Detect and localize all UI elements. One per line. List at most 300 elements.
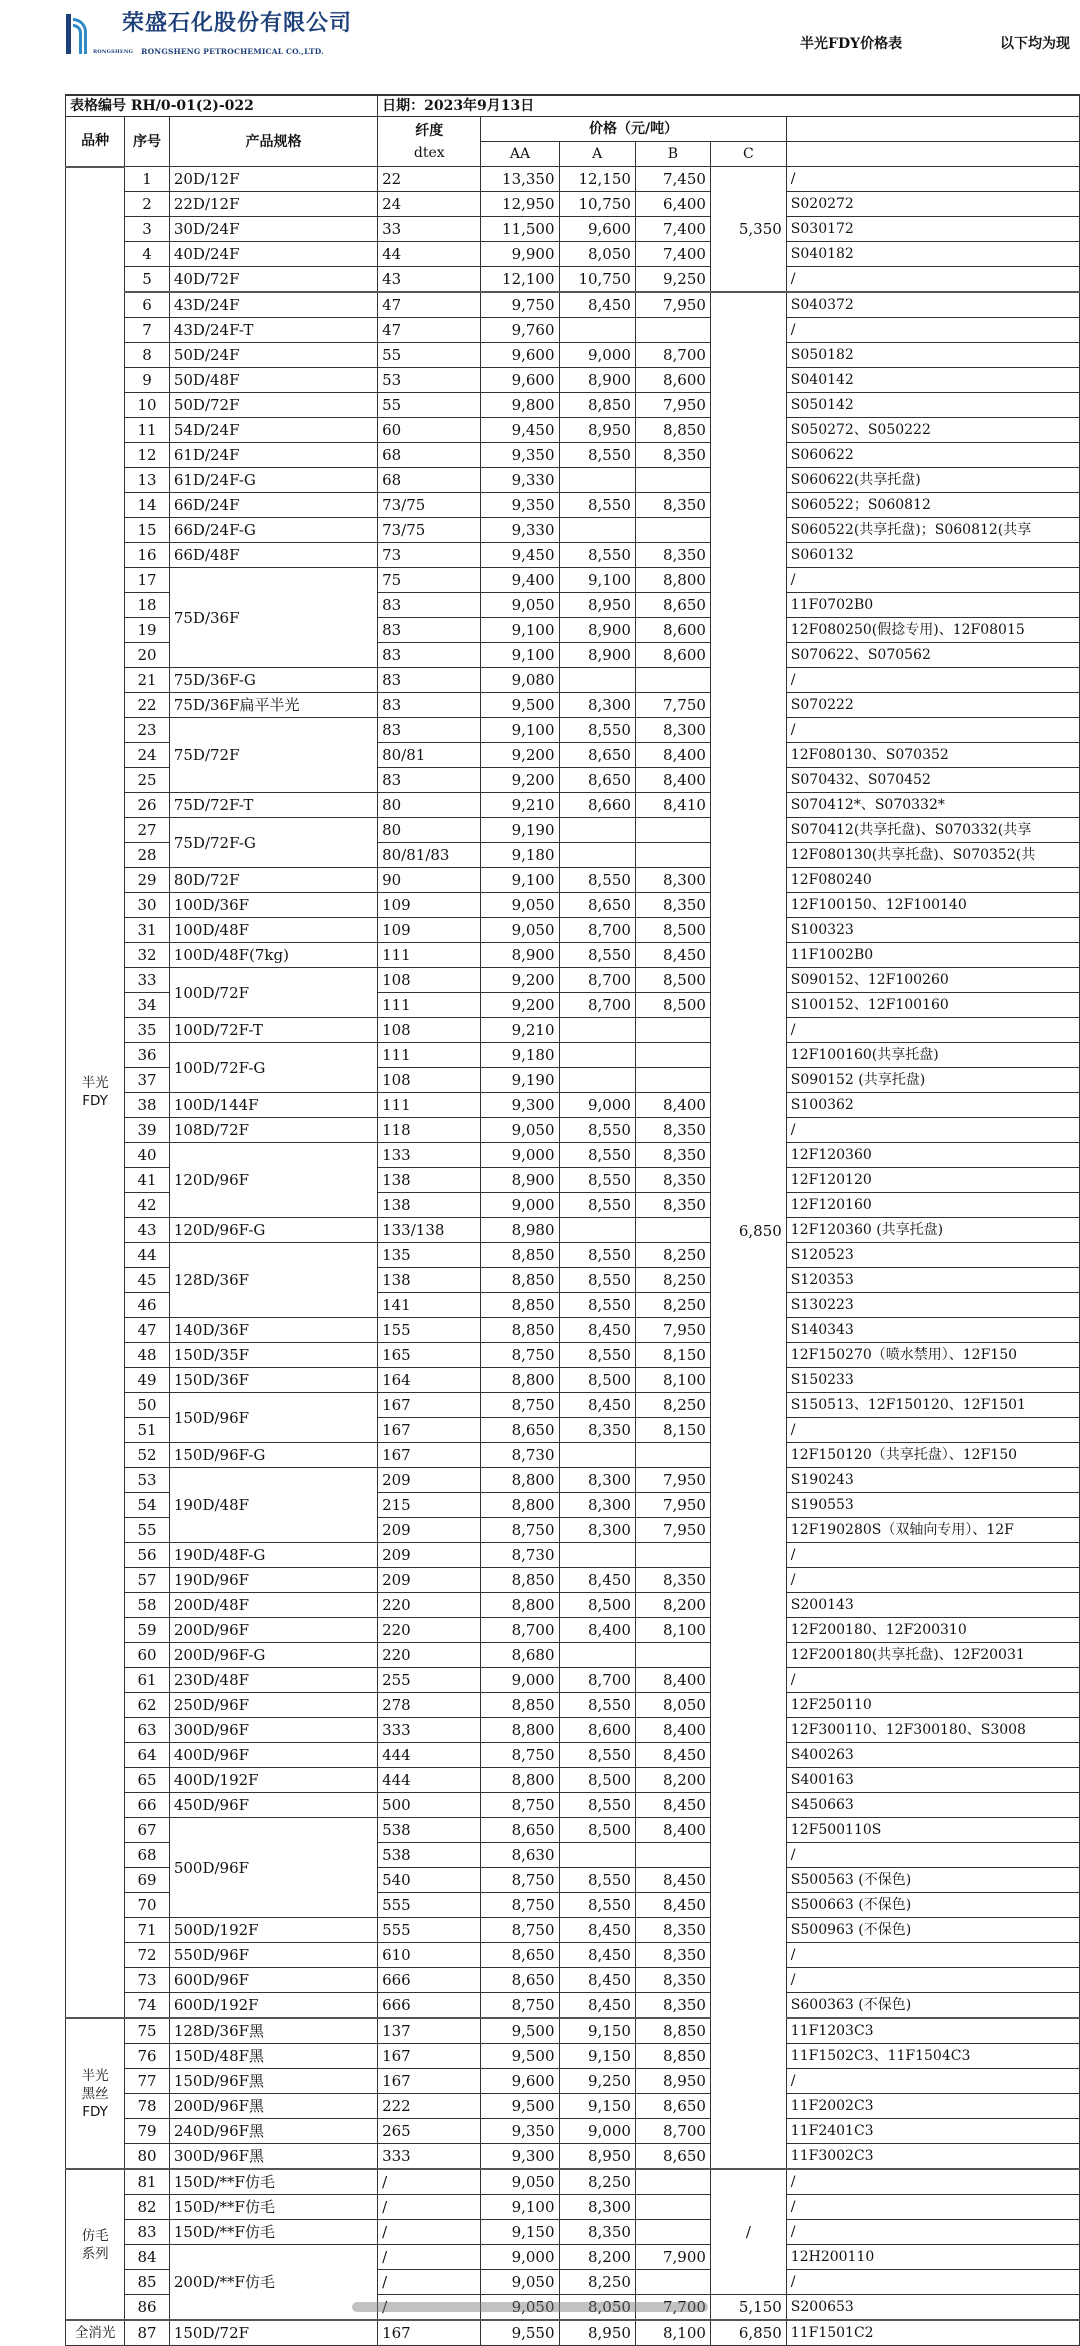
price-aa: 9,100 xyxy=(481,643,559,668)
product-spec: 150D/72F xyxy=(169,2320,377,2346)
dtex-value: 165 xyxy=(378,1343,481,1368)
product-spec: 100D/48F(7kg) xyxy=(169,943,377,968)
price-b: 8,350 xyxy=(635,1168,710,1193)
remark-cell: S100323 xyxy=(786,918,1079,943)
product-spec: 240D/96F黑 xyxy=(169,2119,377,2144)
price-a xyxy=(559,1543,635,1568)
price-a xyxy=(559,468,635,493)
price-a: 8,300 xyxy=(559,2195,635,2220)
remark-cell: / xyxy=(786,1018,1079,1043)
remark-cell: 11F3002C3 xyxy=(786,2144,1079,2170)
row-number: 23 xyxy=(125,718,170,743)
price-b: 8,350 xyxy=(635,1143,710,1168)
price-aa: 8,650 xyxy=(481,1968,559,1993)
price-a: 8,550 xyxy=(559,1193,635,1218)
dtex-value: 209 xyxy=(378,1568,481,1593)
row-number: 66 xyxy=(125,1793,170,1818)
row-number: 71 xyxy=(125,1918,170,1943)
price-b: 8,050 xyxy=(635,1693,710,1718)
dtex-value: 68 xyxy=(378,443,481,468)
remark-cell: S400263 xyxy=(786,1743,1079,1768)
price-aa: 9,000 xyxy=(481,1143,559,1168)
price-b: 7,900 xyxy=(635,2245,710,2270)
row-number: 47 xyxy=(125,1318,170,1343)
remark-cell: S040372 xyxy=(786,292,1079,318)
price-a: 9,100 xyxy=(559,568,635,593)
table-row xyxy=(66,1818,1080,1843)
price-b: 8,450 xyxy=(635,1868,710,1893)
product-spec: 150D/96F-G xyxy=(169,1443,377,1468)
price-aa: 9,050 xyxy=(481,2295,559,2321)
price-b xyxy=(635,1443,710,1468)
row-number: 78 xyxy=(125,2094,170,2119)
col-header-no: 序号 xyxy=(125,117,170,167)
dtex-value: 111 xyxy=(378,1043,481,1068)
price-aa: 9,500 xyxy=(481,693,559,718)
dtex-value: 133/138 xyxy=(378,1218,481,1243)
product-spec: 43D/24F-T xyxy=(169,318,377,343)
row-number: 1 xyxy=(125,167,170,192)
row-number: 38 xyxy=(125,1093,170,1118)
price-a: 8,500 xyxy=(559,1768,635,1793)
price-aa: 9,050 xyxy=(481,2270,559,2295)
price-aa: 8,900 xyxy=(481,943,559,968)
category-cell: 全消光 xyxy=(66,2320,125,2346)
price-aa: 9,050 xyxy=(481,2169,559,2195)
product-spec: 200D/96F-G xyxy=(169,1643,377,1668)
price-a: 8,900 xyxy=(559,368,635,393)
dtex-value: 209 xyxy=(378,1518,481,1543)
price-a: 8,550 xyxy=(559,1868,635,1893)
remark-cell: 12F120360 xyxy=(786,1143,1079,1168)
row-number: 19 xyxy=(125,618,170,643)
product-spec: 30D/24F xyxy=(169,217,377,242)
document-header xyxy=(0,0,1080,94)
product-spec: 66D/48F xyxy=(169,543,377,568)
price-a: 8,550 xyxy=(559,943,635,968)
remark-cell: 12F120360 (共享托盘) xyxy=(786,1218,1079,1243)
price-a: 8,950 xyxy=(559,2144,635,2170)
price-table xyxy=(65,94,1080,2346)
price-aa: 9,600 xyxy=(481,368,559,393)
dtex-value: 555 xyxy=(378,1918,481,1943)
dtex-value: 75 xyxy=(378,568,481,593)
price-a: 8,500 xyxy=(559,1368,635,1393)
price-aa: 9,330 xyxy=(481,468,559,493)
price-a: 10,750 xyxy=(559,267,635,293)
price-b: 8,450 xyxy=(635,1893,710,1918)
product-spec: 75D/36F扁平半光 xyxy=(169,693,377,718)
price-a: 8,300 xyxy=(559,1468,635,1493)
row-number: 59 xyxy=(125,1618,170,1643)
price-a: 8,450 xyxy=(559,1993,635,2019)
remark-cell: S200653 xyxy=(786,2295,1079,2321)
remark-cell: 11F1501C2 xyxy=(786,2320,1079,2346)
price-b: 8,100 xyxy=(635,2320,710,2346)
remark-cell: S070622、S070562 xyxy=(786,643,1079,668)
remark-cell: S090152、12F100260 xyxy=(786,968,1079,993)
price-aa: 8,800 xyxy=(481,1593,559,1618)
price-b: 7,950 xyxy=(635,1318,710,1343)
product-spec: 150D/96F黑 xyxy=(169,2069,377,2094)
dtex-value: 209 xyxy=(378,1468,481,1493)
dtex-value: / xyxy=(378,2195,481,2220)
table-row xyxy=(66,1143,1080,1168)
table-row xyxy=(66,1243,1080,1268)
row-number: 14 xyxy=(125,493,170,518)
dtex-value: 135 xyxy=(378,1243,481,1268)
product-spec: 150D/**F仿毛 xyxy=(169,2195,377,2220)
price-a: 8,050 xyxy=(559,242,635,267)
price-b: 8,800 xyxy=(635,568,710,593)
dtex-value: 666 xyxy=(378,1968,481,1993)
price-b: 8,500 xyxy=(635,993,710,1018)
price-a: 8,950 xyxy=(559,418,635,443)
price-aa: 9,400 xyxy=(481,568,559,593)
product-spec: 500D/192F xyxy=(169,1918,377,1943)
row-number: 21 xyxy=(125,668,170,693)
price-b: 9,250 xyxy=(635,267,710,293)
price-aa: 9,210 xyxy=(481,793,559,818)
dtex-value: 138 xyxy=(378,1268,481,1293)
remark-cell: S030172 xyxy=(786,217,1079,242)
product-spec: 100D/144F xyxy=(169,1093,377,1118)
col-header-a: A xyxy=(559,142,635,167)
price-aa: 8,850 xyxy=(481,1268,559,1293)
dtex-value: 43 xyxy=(378,267,481,293)
remark-cell: S500963 (不保色) xyxy=(786,1918,1079,1943)
row-number: 20 xyxy=(125,643,170,668)
table-row xyxy=(66,267,1080,293)
product-spec: 128D/36F黑 xyxy=(169,2018,377,2044)
price-aa: 9,200 xyxy=(481,743,559,768)
remark-cell: / xyxy=(786,1943,1079,1968)
table-row xyxy=(66,1693,1080,1718)
dtex-value: 111 xyxy=(378,943,481,968)
row-number: 46 xyxy=(125,1293,170,1318)
table-row xyxy=(66,1468,1080,1493)
remark-cell: S100152、12F100160 xyxy=(786,993,1079,1018)
row-number: 33 xyxy=(125,968,170,993)
dtex-value: 80/81 xyxy=(378,743,481,768)
remark-cell: 11F1502C3、11F1504C3 xyxy=(786,2044,1079,2069)
dtex-value: 83 xyxy=(378,643,481,668)
price-a: 8,550 xyxy=(559,718,635,743)
price-b: 8,300 xyxy=(635,718,710,743)
price-b: 8,350 xyxy=(635,1993,710,2019)
row-number: 68 xyxy=(125,1843,170,1868)
row-number: 87 xyxy=(125,2320,170,2346)
dtex-value: 220 xyxy=(378,1618,481,1643)
price-b xyxy=(635,1018,710,1043)
price-b: 8,350 xyxy=(635,443,710,468)
remark-cell: S130223 xyxy=(786,1293,1079,1318)
table-meta-row xyxy=(66,95,1080,117)
price-b: 8,400 xyxy=(635,1718,710,1743)
document-title: 半光FDY价格表 xyxy=(800,36,903,52)
price-aa: 8,800 xyxy=(481,1493,559,1518)
remark-cell: 11F1203C3 xyxy=(786,2018,1079,2044)
price-b: 7,450 xyxy=(635,167,710,192)
price-b: 8,410 xyxy=(635,793,710,818)
price-aa: 8,850 xyxy=(481,1693,559,1718)
price-b: 8,400 xyxy=(635,1668,710,1693)
table-row xyxy=(66,1443,1080,1468)
col-header-c: C xyxy=(710,142,786,167)
table-row xyxy=(66,1993,1080,2019)
remark-cell: S450663 xyxy=(786,1793,1079,1818)
product-spec: 40D/72F xyxy=(169,267,377,293)
price-a: 8,250 xyxy=(559,2169,635,2195)
price-a: 8,550 xyxy=(559,543,635,568)
remark-cell: S060522；S060812 xyxy=(786,493,1079,518)
price-a xyxy=(559,318,635,343)
price-a: 8,450 xyxy=(559,1318,635,1343)
price-aa: 9,050 xyxy=(481,918,559,943)
product-spec: 120D/96F-G xyxy=(169,1218,377,1243)
product-spec: 190D/96F xyxy=(169,1568,377,1593)
table-row xyxy=(66,343,1080,368)
product-spec: 150D/36F xyxy=(169,1368,377,1393)
price-a: 8,650 xyxy=(559,768,635,793)
price-aa: 9,100 xyxy=(481,2195,559,2220)
table-row xyxy=(66,1568,1080,1593)
price-aa: 8,750 xyxy=(481,1393,559,1418)
table-row xyxy=(66,167,1080,192)
product-spec: 108D/72F xyxy=(169,1118,377,1143)
dtex-value: 60 xyxy=(378,418,481,443)
product-spec: 400D/192F xyxy=(169,1768,377,1793)
row-number: 81 xyxy=(125,2169,170,2195)
price-aa: 9,080 xyxy=(481,668,559,693)
remark-cell: / xyxy=(786,718,1079,743)
col-header-aa: AA xyxy=(481,142,559,167)
product-spec: 140D/36F xyxy=(169,1318,377,1343)
table-row xyxy=(66,2169,1080,2195)
row-number: 25 xyxy=(125,768,170,793)
remark-cell: 12F100160(共享托盘) xyxy=(786,1043,1079,1068)
price-b xyxy=(635,1843,710,1868)
price-a: 8,450 xyxy=(559,292,635,318)
row-number: 69 xyxy=(125,1868,170,1893)
remark-cell: / xyxy=(786,1568,1079,1593)
price-aa: 8,850 xyxy=(481,1318,559,1343)
remark-cell: S040142 xyxy=(786,368,1079,393)
price-c: / xyxy=(710,2169,786,2295)
dtex-value: 109 xyxy=(378,893,481,918)
product-spec: 600D/96F xyxy=(169,1968,377,1993)
remark-cell: S050272、S050222 xyxy=(786,418,1079,443)
price-b: 7,950 xyxy=(635,1518,710,1543)
row-number: 48 xyxy=(125,1343,170,1368)
product-spec: 66D/24F-G xyxy=(169,518,377,543)
product-spec: 20D/12F xyxy=(169,167,377,192)
horizontal-scrollbar[interactable] xyxy=(352,2302,708,2312)
dtex-value: 55 xyxy=(378,393,481,418)
product-spec: 75D/72F-T xyxy=(169,793,377,818)
price-a: 8,550 xyxy=(559,493,635,518)
remark-cell: S070412*、S070332* xyxy=(786,793,1079,818)
price-a: 8,550 xyxy=(559,1893,635,1918)
product-spec: 150D/**F仿毛 xyxy=(169,2169,377,2195)
price-b: 8,350 xyxy=(635,1943,710,1968)
table-row xyxy=(66,1618,1080,1643)
product-spec: 43D/24F xyxy=(169,292,377,318)
dtex-value: 215 xyxy=(378,1493,481,1518)
price-aa: 9,050 xyxy=(481,893,559,918)
remark-cell: / xyxy=(786,1843,1079,1868)
remark-cell: 12F200180、12F200310 xyxy=(786,1618,1079,1643)
price-b: 8,650 xyxy=(635,2144,710,2170)
table-row xyxy=(66,292,1080,318)
table-row xyxy=(66,568,1080,593)
row-number: 55 xyxy=(125,1518,170,1543)
remark-cell: 12H200110 xyxy=(786,2245,1079,2270)
row-number: 4 xyxy=(125,242,170,267)
price-a: 8,550 xyxy=(559,1243,635,1268)
price-a: 8,300 xyxy=(559,1493,635,1518)
remark-cell: S140343 xyxy=(786,1318,1079,1343)
product-spec: 300D/96F xyxy=(169,1718,377,1743)
price-b: 8,600 xyxy=(635,643,710,668)
product-spec: 200D/**F仿毛 xyxy=(169,2245,377,2321)
dtex-line2: dtex xyxy=(413,144,445,161)
remark-cell: 11F0702B0 xyxy=(786,593,1079,618)
price-aa: 9,190 xyxy=(481,818,559,843)
remark-cell: 12F200180(共享托盘)、12F20031 xyxy=(786,1643,1079,1668)
remark-cell: S070222 xyxy=(786,693,1079,718)
row-number: 79 xyxy=(125,2119,170,2144)
table-row xyxy=(66,918,1080,943)
rongsheng-logo-icon xyxy=(66,14,88,54)
price-aa: 9,100 xyxy=(481,618,559,643)
row-number: 30 xyxy=(125,893,170,918)
price-a: 8,550 xyxy=(559,1693,635,1718)
dtex-value: 209 xyxy=(378,1543,481,1568)
dtex-value: 167 xyxy=(378,1418,481,1443)
price-aa: 9,180 xyxy=(481,843,559,868)
table-row xyxy=(66,2320,1080,2346)
col-header-remarks xyxy=(786,117,1079,142)
dtex-value: 333 xyxy=(378,1718,481,1743)
row-number: 2 xyxy=(125,192,170,217)
row-number: 85 xyxy=(125,2270,170,2295)
product-spec: 200D/48F xyxy=(169,1593,377,1618)
price-b xyxy=(635,2195,710,2220)
price-aa: 9,800 xyxy=(481,393,559,418)
remark-cell: S060132 xyxy=(786,543,1079,568)
price-b: 7,950 xyxy=(635,393,710,418)
price-b: 8,350 xyxy=(635,1968,710,1993)
price-table-body xyxy=(66,167,1080,2346)
price-a: 9,250 xyxy=(559,2069,635,2094)
dtex-value: 220 xyxy=(378,1643,481,1668)
price-a xyxy=(559,1843,635,1868)
dtex-value: 138 xyxy=(378,1168,481,1193)
remark-cell: 11F2401C3 xyxy=(786,2119,1079,2144)
dtex-value: 83 xyxy=(378,693,481,718)
price-a: 8,450 xyxy=(559,1943,635,1968)
category-cell: 半光 FDY xyxy=(66,167,125,2019)
remark-cell: S500563 (不保色) xyxy=(786,1868,1079,1893)
price-b: 7,700 xyxy=(635,2295,710,2321)
remark-cell: / xyxy=(786,2195,1079,2220)
dtex-value: 444 xyxy=(378,1743,481,1768)
remark-cell: / xyxy=(786,568,1079,593)
remark-cell: S040182 xyxy=(786,242,1079,267)
dtex-value: 83 xyxy=(378,618,481,643)
row-number: 31 xyxy=(125,918,170,943)
remark-cell: / xyxy=(786,2220,1079,2245)
row-number: 28 xyxy=(125,843,170,868)
dtex-line1: 纤度 xyxy=(415,122,444,139)
row-number: 60 xyxy=(125,1643,170,1668)
product-spec: 100D/72F-G xyxy=(169,1043,377,1093)
product-spec: 150D/96F xyxy=(169,1393,377,1443)
row-number: 61 xyxy=(125,1668,170,1693)
price-b: 8,100 xyxy=(635,1368,710,1393)
price-a: 9,000 xyxy=(559,2119,635,2144)
dtex-value: 333 xyxy=(378,2144,481,2170)
product-spec: 66D/24F xyxy=(169,493,377,518)
row-number: 13 xyxy=(125,468,170,493)
dtex-value: 108 xyxy=(378,1018,481,1043)
dtex-value: 109 xyxy=(378,918,481,943)
dtex-value: 80 xyxy=(378,818,481,843)
table-row xyxy=(66,1368,1080,1393)
remark-cell: / xyxy=(786,2069,1079,2094)
price-aa: 11,500 xyxy=(481,217,559,242)
price-c: 6,850 xyxy=(710,2320,786,2346)
table-row xyxy=(66,2069,1080,2094)
product-spec: 100D/48F xyxy=(169,918,377,943)
dtex-value: 167 xyxy=(378,2320,481,2346)
remark-cell: 11F1002B0 xyxy=(786,943,1079,968)
price-b xyxy=(635,2270,710,2295)
product-spec: 150D/48F黑 xyxy=(169,2044,377,2069)
price-aa: 9,450 xyxy=(481,543,559,568)
price-aa: 9,000 xyxy=(481,1668,559,1693)
price-a: 8,050 xyxy=(559,2295,635,2321)
price-b: 8,350 xyxy=(635,1118,710,1143)
table-row xyxy=(66,543,1080,568)
table-row xyxy=(66,2195,1080,2220)
table-row xyxy=(66,1593,1080,1618)
price-b: 8,850 xyxy=(635,418,710,443)
column-header-row xyxy=(66,117,1080,142)
remark-cell: S400163 xyxy=(786,1768,1079,1793)
price-a: 8,950 xyxy=(559,2320,635,2346)
table-row xyxy=(66,468,1080,493)
price-aa: 9,200 xyxy=(481,993,559,1018)
dtex-value: 83 xyxy=(378,718,481,743)
product-spec: 550D/96F xyxy=(169,1943,377,1968)
table-row xyxy=(66,1043,1080,1068)
product-spec: 500D/96F xyxy=(169,1818,377,1918)
remark-cell: / xyxy=(786,1118,1079,1143)
remark-cell: S050142 xyxy=(786,393,1079,418)
product-spec: 200D/96F xyxy=(169,1618,377,1643)
dtex-value: / xyxy=(378,2295,481,2321)
dtex-value: 167 xyxy=(378,2044,481,2069)
table-row xyxy=(66,368,1080,393)
price-b xyxy=(635,2220,710,2245)
col-header-category: 品种 xyxy=(66,117,125,167)
price-a xyxy=(559,1018,635,1043)
price-b xyxy=(635,668,710,693)
remark-cell: 12F080130、S070352 xyxy=(786,743,1079,768)
document-note: 以下均为现 xyxy=(1000,36,1070,52)
